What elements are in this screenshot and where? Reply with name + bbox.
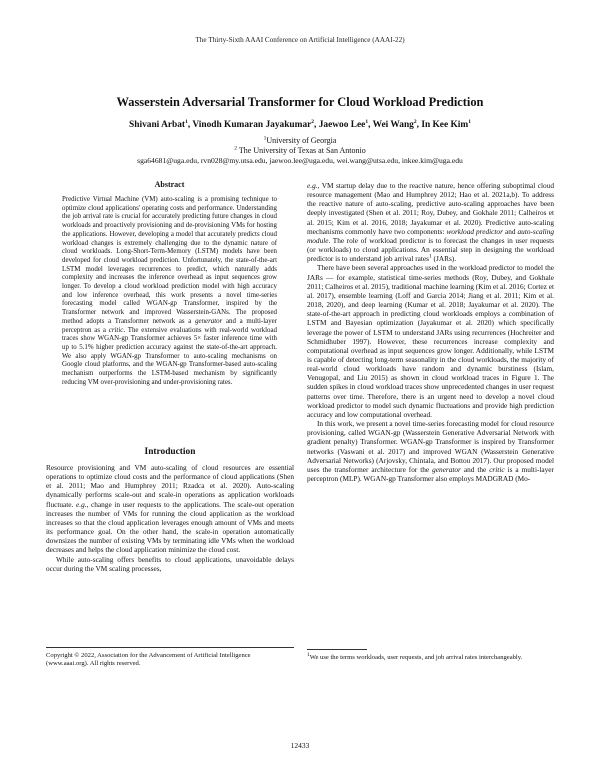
page-number: 12433: [290, 741, 310, 750]
footnote-divider: [307, 649, 367, 650]
abstract-heading: Abstract: [154, 180, 185, 189]
copyright-notice: Copyright © 2022, Association for the Advancement of Artificial Intelligence (www.aaai.org). All rights reserved.: [46, 652, 251, 668]
affiliation-2: $^2$ The University of Texas at San Antonio: [234, 145, 366, 155]
intro-paragraph-4: In this work, we present a novel time-series forecasting model for cloud resource provisioning, called WGAN-gp (Wasserstein Generative Adversarial Network with gradient penalty) Transformer. WGAN-gp Transformer is inspired by Transformer networks (Vaswani et al. 2017) and improved WGAN (Wasserstein Generative Adversarial Networks) (Arjovsky, Chintala, and Bottou 2017). Our proposed model uses the transformer architecture for the generator and the critic is a multi-layer perceptron (MLP). WGAN-gp Transformer also employs MADGRAD (Mo-: [307, 419, 554, 483]
intro-paragraph-1: Resource provisioning and VM auto-scaling of cloud resources are essential operations to optimize cloud costs and the performance of cloud applications (Shen et al. 2011; Mao and Humphrey 2011; Rzadca et al. 2020). Auto-scaling dynamically performs scale-out and scale-in operations as application workloads fluctuate. e.g., change in user requests to the applications. The scale-out operation increases the number of VMs for running the cloud application as the workload increases so that the cloud application leverages enough amount of VMs and meets its performance goal. On the other hand, the scale-in operation automatically downsizes the number of existing VMs by terminating idle VMs when the workload decreases and helps the cloud application minimize the cloud cost.: [46, 463, 294, 555]
copyright-divider: [46, 647, 294, 648]
abstract-body: Predictive Virtual Machine (VM) auto-scaling is a promising technique to optimize cloud applications' operating costs and performance. Understanding the job arrival rate is crucial for accurately predicting future changes in cloud workloads and proactively provisioning and de-provisioning VMs for hosting the applications. However, developing a model that accurately predicts cloud workload changes is extremely challenging due to the dynamic nature of cloud workloads. Long-Short-Term-Memory (LSTM) models have been developed for cloud workload prediction. Unfortunately, the state-of-the-art LSTM model leverages recurrences to predict, which naturally adds complexity and increases the inference overhead as input sequences grow longer. To develop a cloud workload prediction model with high accuracy and low inference overhead, this work presents a novel time-series forecasting model called WGAN-gp Transformer, inspired by the Transformer network and improved Wasserstein-GANs. The proposed method adopts a Transformer network as a generator and a multi-layer perceptron as a critic. The extensive evaluations with real-world workload traces show WGAN-gp Transformer achieves 5× faster inference time with up to 5.1% higher prediction accuracy against the state-of-the-art approach. We also apply WGAN-gp Transformer to auto-scaling mechanisms on Google cloud platforms, and the WGAN-gp Transformer-based auto-scaling mechanism outperforms the LSTM-based mechanism by significantly reducing VM over-provisioning and under-provisioning rates.: [62, 196, 277, 386]
intro-left-column: [46, 463, 294, 573]
affiliation-1: $^1$University of Georgia: [263, 135, 337, 145]
author-emails: sga64681@uga.edu, rvn028@my.utsa.edu, jaewoo.lee@uga.edu, wei.wang@utsa.edu, inkee.kim@uga.edu: [137, 156, 463, 165]
introduction-heading: Introduction: [144, 447, 196, 457]
conference-header: The Thirty-Sixth AAAI Conference on Artificial Intelligence (AAAI-22): [195, 36, 405, 44]
intro-paragraph-continued: e.g., VM startup delay due to the reactive nature, hence offering suboptimal cloud resource management (Mao and Humphrey 2012; Hao et al. 2021a,b). To address the reactive nature of auto-scaling, predictive auto-scaling approaches have been deeply investigated (Shen et al. 2011; Roy, Dubey, and Gokhale 2011; Calheiros et al. 2015; Kim et al. 2016, 2018; Jayakumar et al. 2020). Predictive auto-scaling mechanisms commonly have two components: workload predictor and auto-scaling module. The role of workload predictor is to forecast the changes in user requests (or workloads) to cloud applications. An essential step in designing the workload predictor is to understand job arrival rates$^1$ (JARs).: [307, 181, 554, 264]
intro-paragraph-2: While auto-scaling offers benefits to cloud applications, unavoidable delays occur during the VM scaling processes,: [46, 554, 294, 573]
intro-paragraph-3: There have been several approaches used in the workload predictor to model the JARs — for example, statistical time-series methods (Roy, Dubey, and Gokhale 2011; Calheiros et al. 2015), traditional machine learning (Kim et al. 2016; Cortez et al. 2017), ensemble learning (Loff and Garcia 2014; Jiang et al. 2011; Kim et al. 2018, 2020), and deep learning (Kumar et al. 2018; Jayakumar et al. 2020). The state-of-the-art approach in predicting cloud workloads employs a combination of LSTM and Bayesian optimization (Jayakumar et al. 2020) which specifically leverage the power of LSTM to understand JARs using recurrences (Hochreiter and Schmidhuber 1997). However, these recurrences increase complexity and computational overhead as input sequences grow longer. Additionally, while LSTM is capable of detecting long-term seasonality in the cloud workloads, the majority of real-world cloud workloads have random and dynamic burstiness (Islam, Venugopal, and Liu 2015) as shown in cloud workload traces in Figure 1. The sudden spikes in cloud workload traces show unprecedented changes in user request patterns over time. Therefore, there is an urgent need to develop a novel cloud workload predictor to model such dynamic fluctuations and provide high prediction accuracy and low computational overhead.: [307, 263, 554, 419]
intro-right-column: [307, 181, 554, 483]
author-list: Shivani Arbat$^1$, Vinodh Kumaran Jayakumar$^2$, Jaewoo Lee$^1$, Wei Wang$^2$, In Kee Kim$^1$: [129, 118, 471, 130]
footnote: $^1$We use the terms workloads, user requests, and job arrival rates interchangeably.: [307, 651, 523, 661]
paper-title: Wasserstein Adversarial Transformer for Cloud Workload Prediction: [116, 95, 484, 109]
